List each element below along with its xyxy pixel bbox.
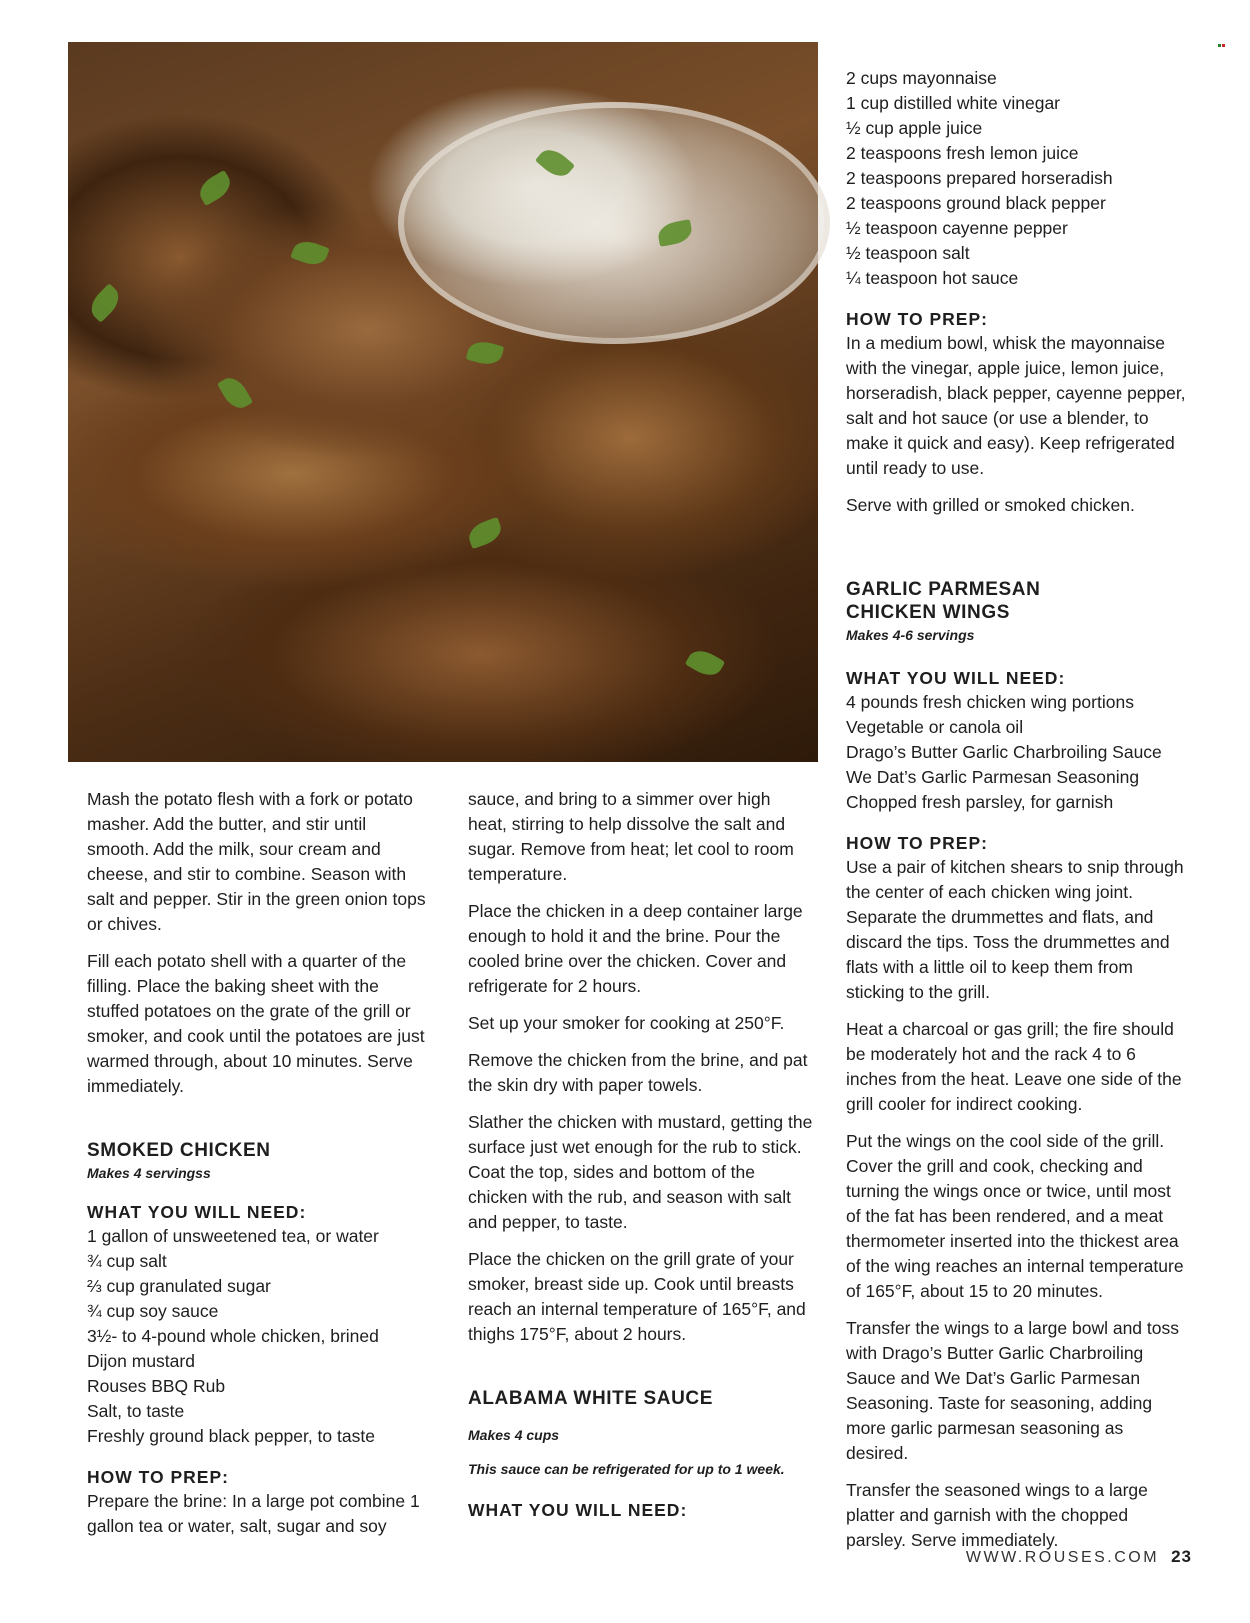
section-heading: WHAT YOU WILL NEED:: [846, 668, 1066, 688]
prep-step: In a medium bowl, whisk the mayonnaise with the vinegar, apple juice, lemon juice, horseradish, black pepper, cayenne pepper, salt and hot sauce (or use a blender, to make it quick and easy). Keep refrigerated until ready to use.: [846, 333, 1186, 478]
ingredient: ⅔ cup granulated sugar: [87, 1276, 271, 1296]
parsley-leaf: [685, 645, 725, 681]
column-right-bottom: [846, 578, 1186, 1565]
ingredient: 2 cups mayonnaise: [846, 68, 997, 88]
website-link[interactable]: WWW.ROUSES.COM: [965, 1549, 1160, 1566]
prep-step: Heat a charcoal or gas grill; the fire should be moderately hot and the rack 4 to 6 inches from the heat. Leave one side of the grill cooler for indirect cooking.: [846, 1019, 1182, 1114]
prep-step: Serve with grilled or smoked chicken.: [846, 495, 1135, 515]
ingredient: Salt, to taste: [87, 1401, 185, 1421]
prep-step: Place the chicken in a deep container large enough to hold it and the brine. Pour the cooled brine over the chicken. Cover and refrigerate for 2 hours.: [468, 901, 803, 996]
prep-step: Set up your smoker for cooking at 250°F.: [468, 1013, 785, 1033]
ingredient: Rouses BBQ Rub: [87, 1376, 226, 1396]
recipe-title: GARLIC PARMESAN: [846, 579, 1041, 600]
prep-step: Put the wings on the cool side of the grill. Cover the grill and cook, checking and turning the wings once or twice, until most of the fat has been rendered, and a meat thermometer inserted into the thickest area of the wing reaches an internal temperature of 165°F, about 15 to 20 minutes.: [846, 1131, 1184, 1301]
garlic-ingredient-list: [846, 690, 1186, 815]
parsley-leaf: [85, 283, 125, 323]
ingredient: 1 gallon of unsweetened tea, or water: [87, 1226, 379, 1246]
recipe-title: SMOKED CHICKEN: [87, 1140, 271, 1161]
prep-step: Fill each potato shell with a quarter of the filling. Place the baking sheet with the stuffed potatoes on the grate of the grill or smoker, and cook until the potatoes are just warmed through, about 10 minutes. Serve immediately.: [87, 951, 425, 1096]
recipe-note: This sauce can be refrigerated for up to 1 week.: [468, 1461, 785, 1477]
ingredient: Dijon mustard: [87, 1351, 195, 1371]
dipping-sauce-bowl: [398, 102, 830, 344]
ingredient: ¼ teaspoon hot sauce: [846, 268, 1019, 288]
ingredient: 1 cup distilled white vinegar: [846, 93, 1061, 113]
prep-step: Use a pair of kitchen shears to snip through the center of each chicken wing joint. Separate the drummettes and flats, and discard the tips. Toss the drummettes and flats with a little oil to keep them from sticking to the grill.: [846, 857, 1184, 1002]
prep-step: Transfer the seasoned wings to a large platter and garnish with the chopped parsley. Serve immediately.: [846, 1480, 1148, 1550]
column-right-top: [846, 66, 1186, 530]
alabama-ingredient-list: [846, 66, 1186, 291]
prep-step: Mash the potato flesh with a fork or potato masher. Add the butter, and stir until smooth. Add the milk, sour cream and cheese, and stir to combine. Season with salt and pepper. Stir in the green onion tops or chives.: [87, 789, 426, 934]
parsley-leaf: [465, 517, 504, 549]
ingredient: Freshly ground black pepper, to taste: [87, 1426, 375, 1446]
parsley-leaf: [290, 237, 329, 269]
ingredient: ½ teaspoon salt: [846, 243, 970, 263]
ingredient: We Dat’s Garlic Parmesan Seasoning: [846, 767, 1140, 787]
ingredient: Vegetable or canola oil: [846, 717, 1024, 737]
ingredient: ¾ cup salt: [87, 1251, 167, 1271]
ingredient: 3½- to 4-pound whole chicken, brined: [87, 1326, 379, 1346]
section-heading: HOW TO PREP:: [87, 1467, 229, 1487]
page-number: 23: [1171, 1547, 1192, 1566]
prep-step: Remove the chicken from the brine, and pat the skin dry with paper towels.: [468, 1050, 808, 1095]
recipe-title: ALABAMA WHITE SAUCE: [468, 1388, 714, 1409]
prep-step: Transfer the wings to a large bowl and toss with Drago’s Butter Garlic Charbroiling Sauce and We Dat’s Garlic Parmesan Seasoning. Taste for seasoning, adding more garlic parmesan seasoning as desired.: [846, 1318, 1179, 1463]
parsley-leaf: [466, 338, 505, 368]
ingredient: 2 teaspoons prepared horseradish: [846, 168, 1113, 188]
recipe-yield: Makes 4 cups: [468, 1427, 560, 1443]
recipe-yield: Makes 4-6 servings: [846, 627, 975, 643]
ingredient: Chopped fresh parsley, for garnish: [846, 792, 1114, 812]
smoked-ingredient-list: [87, 1224, 432, 1449]
recipe-yield: Makes 4 servingss: [87, 1165, 211, 1181]
ingredient: ½ teaspoon cayenne pepper: [846, 218, 1068, 238]
prep-step: Prepare the brine: In a large pot combine 1 gallon tea or water, salt, sugar and soy: [87, 1491, 420, 1536]
ingredient: ¾ cup soy sauce: [87, 1301, 219, 1321]
section-heading: WHAT YOU WILL NEED:: [87, 1202, 307, 1222]
ingredient: 4 pounds fresh chicken wing portions: [846, 692, 1134, 712]
column-left: [87, 787, 432, 1551]
chicken-wings-photo: [68, 42, 818, 762]
ingredient: 2 teaspoons ground black pepper: [846, 193, 1106, 213]
section-heading: WHAT YOU WILL NEED:: [468, 1500, 688, 1520]
parsley-leaf: [195, 170, 235, 206]
section-heading: HOW TO PREP:: [846, 833, 988, 853]
column-middle: [468, 787, 813, 1522]
section-heading: HOW TO PREP:: [846, 309, 988, 329]
corner-mark: [1218, 34, 1226, 40]
ingredient: Drago’s Butter Garlic Charbroiling Sauce: [846, 742, 1162, 762]
prep-step: sauce, and bring to a simmer over high heat, stirring to help dissolve the salt and sugar. Remove from heat; let cool to room temperature.: [468, 789, 794, 884]
ingredient: 2 teaspoons fresh lemon juice: [846, 143, 1079, 163]
recipe-title: CHICKEN WINGS: [846, 602, 1011, 623]
prep-step: Slather the chicken with mustard, getting the surface just wet enough for the rub to stick. Coat the top, sides and bottom of the chicken with the rub, and season with salt and pepper, to taste.: [468, 1112, 813, 1232]
ingredient: ½ cup apple juice: [846, 118, 983, 138]
prep-step: Place the chicken on the grill grate of your smoker, breast side up. Cook until breasts reach an internal temperature of 165°F, and thighs 175°F, about 2 hours.: [468, 1249, 806, 1344]
page-footer: [966, 1547, 1192, 1567]
parsley-leaf: [217, 373, 253, 413]
